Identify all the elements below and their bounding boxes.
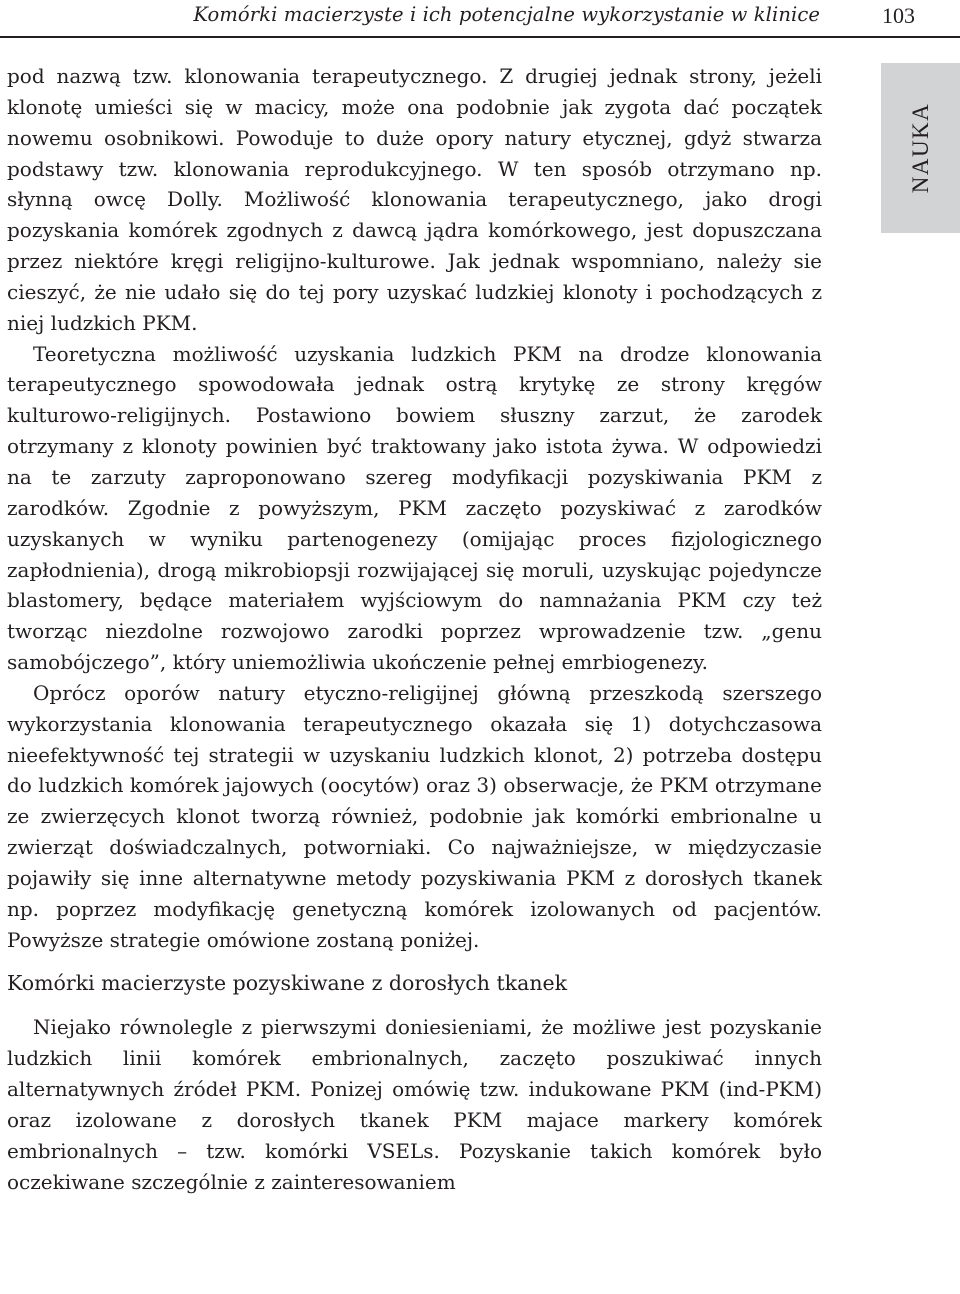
article-body [7,61,822,1198]
paragraph: Teoretyczna możliwość uzyskania ludzkich PKM na drodze klonowania terapeutycznego spowodowała jednak ostrą krytykę ze strony kręgów kulturowo-religijnych. Postawiono bowiem słuszny zarzut, że zarodek otrzymany z klonoty powinien być traktowany jako istota żywa. W odpowiedzi na te zarzuty zaproponowano szereg modyfikacji pozyskiwania PKM z zarodków. Zgodnie z powyższym, PKM zaczęto pozyskiwać z zarodków uzyskanych w wyniku partenogenezy (omijając proces fizjologicznego zapłodnienia), drogą mikrobiopsji rozwijającej się moruli, uzyskując pojedyncze blastomery, będące materiałem wyjściowym do namnażania PKM czy też tworząc niezdolne rozwojowo zarodki poprzez wprowadzenie tzw. „genu samobójczego”, który uniemożliwia ukończenie pełnej emrbiogenezy. [7,341,822,675]
page-number: 103 [882,3,915,28]
section-side-tab [881,63,960,233]
section-heading: Komórki macierzyste pozyskiwane z dorosłych tkanek [7,971,568,996]
running-header [0,0,960,36]
paragraph: Oprócz oporów natury etyczno-religijnej główną przeszkodą szerszego wykorzystania klonowania terapeutycznego okazała się 1) dotychczasowa nieefektywność tej strategii w uzyskaniu ludzkich klonot, 2) potrzeba dostępu do ludzkich komórek jajowych (oocytów) oraz 3) obserwacje, że PKM otrzymane ze zwierzęcych klonot tworzą również, podobnie jak komórki embrionalne u zwierząt doświadczalnych, potworniaki. Co najważniejsze, w międzyczasie pojawiły się inne alternatywne metody pozyskiwania PKM z dorosłych tkanek np. poprzez modyfikację genetyczną komórek izolowanych od pacjentów. Powyższe strategie omówione zostaną poniżej. [7,680,822,952]
header-rule [0,36,960,38]
paragraph: Niejako równolegle z pierwszymi doniesieniami, że możliwe jest pozyskanie ludzkich linii komórek embrionalnych, zaczęto poszukiwać innych alternatywnych źródeł PKM. Ponizej omówię tzw. indukowane PKM (ind-PKM) oraz izolowane z dorosłych tkanek PKM majace markery komórek embrionalnych – tzw. komórki VSELs. Pozyskanie takich komórek było oczekiwane szczególnie z zainteresowaniem [7,1015,822,1194]
paragraph-continued: pod nazwą tzw. klonowania terapeutycznego. Z drugiej jednak strony, jeżeli klonotę umieści się w macicy, może ona podobnie jak zygota dać początek nowemu osobnikowi. Powoduje to duże opory natury etycznej, gdyż stwarza podstawy tzw. klonowania reprodukcyjnego. W ten sposób otrzymano np. słynną owcę Dolly. Możliwość klonowania terapeutycznego, jako drogi pozyskania komórek zgodnych z dawcą jądra komórkowego, jest dopuszczana przez niektóre kręgi religijno-kulturowe. Jak jednak wspomniano, należy sie cieszyć, że nie udało się do tej pory uzyskać ludzkiej klonoty i pochodzących z niej ludzkich PKM. [7,64,822,335]
side-tab-label: NAUKA [907,102,933,194]
running-title: Komórki macierzyste i ich potencjalne wykorzystanie w klinice [193,3,820,26]
